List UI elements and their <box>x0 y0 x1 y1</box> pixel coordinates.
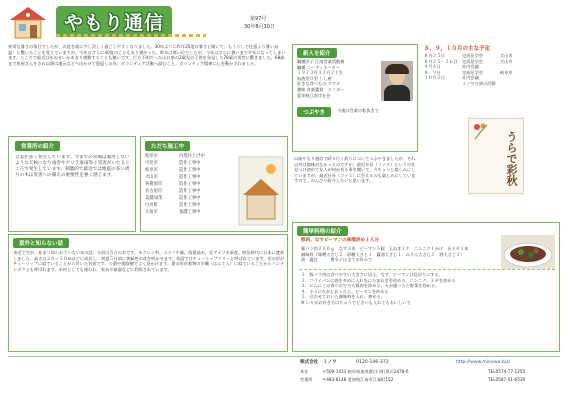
cell: 犬山市 <box>500 58 513 64</box>
cell: 完成見学会 <box>462 58 483 64</box>
cell: 各務原市 <box>145 182 163 187</box>
recipe-divider <box>299 269 555 270</box>
table-row <box>145 153 235 160</box>
cell: 職種洋子 <box>297 59 314 64</box>
recipe-steps <box>301 272 555 306</box>
cell: ミノワ合漬け活動 <box>462 80 496 86</box>
section-kyuujin-text: 自業が多く発生しています。今までの常備は適用しないような天候になり竜巻やゲリラ豪雨等々災害がいたるところで発生しています。刺激的で最近では地震の多い周りの木は災害への備えの重要性を強く感じます。 <box>15 155 130 178</box>
table-row <box>145 195 235 202</box>
cell: 造作工事中 <box>179 182 201 187</box>
table-row <box>145 160 235 167</box>
table-row <box>145 167 235 174</box>
cell: １０月２日 <box>424 75 445 81</box>
recipe-step: ３．にんにくの香りがでたら豚肉を炒める。火が通ったら野菜を炒める。 <box>301 283 440 289</box>
company-phone: 0120-146-372 <box>356 360 389 365</box>
schedule-title: ８，９，１０月の主な予定 <box>424 46 491 52</box>
profile-row <box>297 93 377 99</box>
section-recipe <box>292 222 560 352</box>
intro-text: 異常な暑さの毎日でしたが、お盆を境に少し涼しく過ごしやすくなりました。30年ぶりに昨年35度の暑さと聞いて、もうりしで往還より暑い気温！と驚いたことを覚えていますが、今年はさらに40度のこともあり暑かった。昨年は寒い位でしたが、今年はさらに暑いまで平年になってしまいます。ところで最近は年のせいかあまり感動することも無いです。行方不明だった山口県の2歳児の子供を発見した78歳の男性に驚きました。68歳まで魚屋さんをされ以降は地元などへ出かけて恩返しの為、ボランティア活動へ励むこと。ボランティア精神に心を動かされました。 <box>8 44 286 66</box>
table-row <box>145 202 235 209</box>
cell: 岐阜市 <box>500 69 513 75</box>
cell: 造作工事中 <box>179 175 201 180</box>
section-construction <box>140 136 288 232</box>
construction-table <box>145 153 235 216</box>
cell: 職種 <box>297 64 306 70</box>
cell: 完成見学会 <box>462 69 483 75</box>
section-profile <box>292 44 418 152</box>
cell: 趣味 <box>297 86 306 92</box>
cell: 造作工事中 <box>179 168 201 173</box>
address-2: 〒483-8148 愛知県江南市江森町152 <box>322 377 394 382</box>
header <box>4 4 289 40</box>
footer <box>8 356 560 396</box>
address-1-label: 本社 <box>300 369 309 374</box>
address-2-tel: TEL0587-51-6539 <box>488 377 526 382</box>
cell: ８．９日 <box>424 69 441 75</box>
recipe-ingredients: 豚バラ肉２００ｇ なす３本 ピーマン５個 玉ねぎ１ケ ニンニク１かけ 長ネギ１本 調味料（味噌大さじ２ 砂糖大さじ１ 醤油大さじ１ みりん大さじ１ 酒大さじ１） 油 適宜 唐辛子は全てお好みで <box>301 246 469 263</box>
schedule-table <box>424 53 560 87</box>
cell: 内堤住上げ中 <box>179 154 205 159</box>
address-1: 〒509-1431 岐阜県加茂郡白川町黒川2478-6 <box>322 369 409 374</box>
cell: 美濃加茂 <box>145 196 163 201</box>
issue-date: 30年8月30日 <box>244 24 275 30</box>
cell: コーディネーター <box>306 64 340 70</box>
cell: 白川町 <box>145 203 158 208</box>
cell: 岐阜市 <box>145 154 158 159</box>
section-trivia <box>8 234 288 352</box>
cell: 犬山市 <box>500 53 513 58</box>
cell: 造作工事中 <box>179 189 201 194</box>
cell: しし座 <box>319 75 332 81</box>
cell: 社内会議 <box>462 64 479 70</box>
cell: 可児市 <box>145 161 158 166</box>
trivia-title: 意外と知らない話 <box>13 238 69 248</box>
cell: 造作工事中 <box>179 161 201 166</box>
recipe-step: ２．フライパンに油を多めに入れ先にたまねぎを炒める。ニンニク、ネギを炒める <box>301 277 456 283</box>
section-kyuujin <box>8 136 136 232</box>
cell: 岐阜市 <box>145 168 158 173</box>
table-row <box>145 174 235 181</box>
table-row <box>145 209 235 216</box>
cell: 完成見学会 <box>462 53 483 58</box>
calligraphy-card <box>468 118 524 194</box>
cell: 江南営業所勤務 <box>315 59 345 64</box>
calligraphy-text: うらで彩秋 <box>505 131 518 186</box>
section-construction-title: ただち施工中 <box>145 141 190 151</box>
company-url[interactable]: http://www.minowa.biz/ <box>456 360 511 365</box>
construction-illustration <box>237 155 285 227</box>
cell: 基礎工事中 <box>179 210 201 215</box>
recipe-step: １．豚バラ肉は食べやすい大きさに切る。なす、ピーマンは乱切りにする。 <box>301 272 443 277</box>
page-title: やもり通信 <box>56 6 172 37</box>
recipe-note: ※ いりがお好き方はちゃうでどさいも入れてもおいしいで <box>301 299 411 305</box>
tsubuyaki-caption: 今後は営業の私抜きで <box>337 108 379 113</box>
section-profile-title: 新人を紹介 <box>297 48 337 58</box>
cell: 造作工事中 <box>179 203 201 208</box>
cell: ８月２５日 <box>424 53 445 58</box>
address-1-tel: TEL0574-77-1255 <box>488 369 526 374</box>
dish-photo <box>501 235 555 269</box>
recipe-title: 豚肉、なすピーマンの味噌炒め１人分 <box>301 238 379 243</box>
cell: 社内会議 <box>462 75 479 81</box>
cell: 犬山市 <box>145 175 158 180</box>
cell: 造作工事中 <box>179 196 201 201</box>
trivia-text: 身近ですが、あまり知られていない木の話。今回は百合の木です。モクレン科、ユリノキ属。落葉高木。北アメリカ原産。明治時代に日本に渡来しました。高さは２０〜３０ｍほどに成長し、初夏５月頃に黄緑色の花を咲かせます。英語ではチューリップツリーと呼ばれています。花の形がチューリップに似ていることから付いた名前です。公園や街路樹でよく見かけます。葉の形が着物の半纏（はんてん）に似ていることからハンテンボクとも呼ばれます。木材としても使われ、家具や楽器などに利用されています。 <box>13 250 285 272</box>
cell: 愛知県江南市在住 <box>297 92 331 98</box>
company-name: 株式会社 ミノワ <box>300 360 337 365</box>
cell: 好きな食べもの <box>297 81 327 87</box>
cell: ９月４日 <box>424 64 441 70</box>
cell: ８月２５・２６日 <box>424 58 458 64</box>
cell: 音楽鑑賞 スノボー <box>306 86 345 92</box>
cell: 名古屋市 <box>145 189 163 194</box>
cell: マグロ <box>327 81 341 87</box>
table-row <box>424 81 560 87</box>
section-kyuujin-title: 営業所の紹介 <box>15 141 60 151</box>
cell: 血液型０型 <box>297 75 318 81</box>
recipe-step: ５．合わせておいた調味料を入れ、絡める。 <box>301 294 386 300</box>
section-schedule <box>424 44 560 108</box>
address-2-label: 営業所 <box>300 377 313 382</box>
cell: １９７３年１２月２１生 <box>297 70 344 76</box>
header-dots <box>56 34 206 37</box>
tsubuyaki-title: つぶやき <box>297 107 331 117</box>
tsubuyaki-text: 以前やもり通信で時々行く釣りについてつぶやきましたが、それ以外は趣味がなかったのですが、最近社長（ファス）というのを見つけ初めて友人が何か有る事を聞いて、今ちょっと楽しみにしていますが、最近社長（ファス）に会えるのも楽しみにしていますので、のんびり紹介したいと思います。 <box>294 156 416 184</box>
cell: 大垣市 <box>145 210 158 215</box>
recipe-step: ４．ナスに火がとおったら、ピーマンを炒める <box>301 288 389 294</box>
profile-details <box>297 59 377 98</box>
table-row <box>145 181 235 188</box>
recipe-section-title: 簡単料理の紹介 <box>297 226 348 236</box>
house-logo <box>6 4 50 40</box>
avatar <box>381 61 413 101</box>
table-row <box>145 188 235 195</box>
cell <box>424 81 462 87</box>
issue-number: 第97号 <box>250 16 267 22</box>
